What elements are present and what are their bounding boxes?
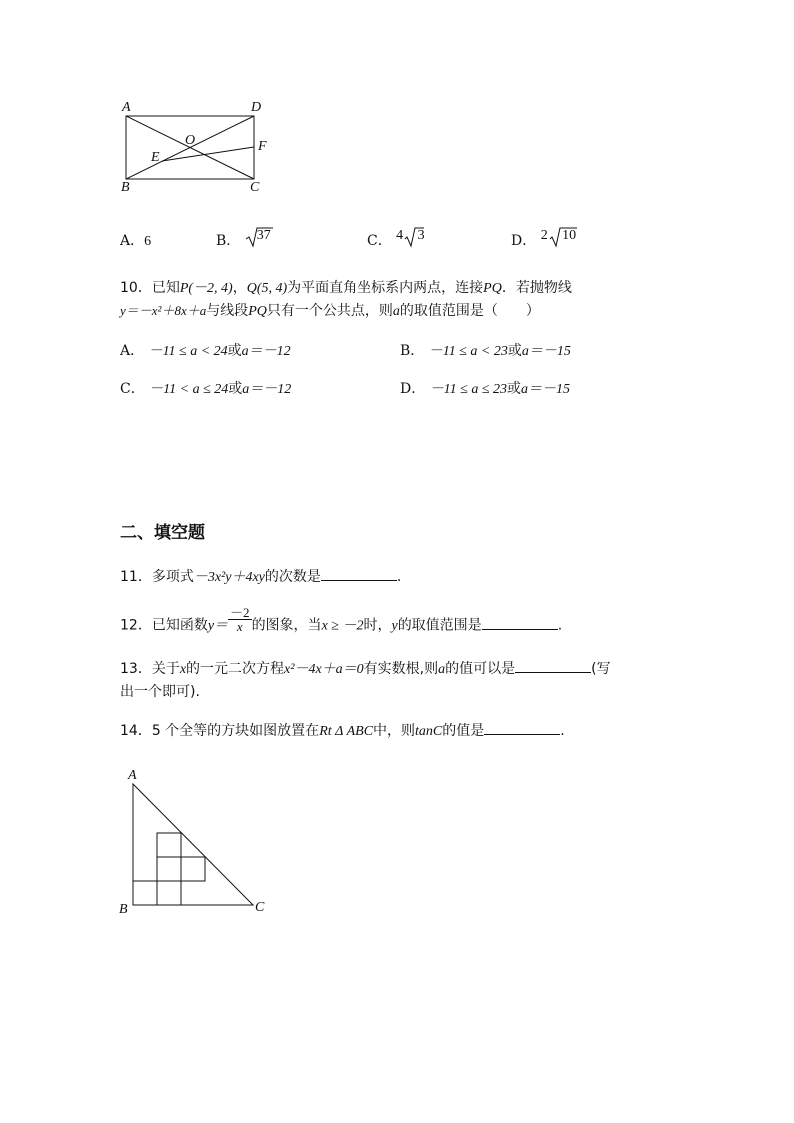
q9-option-b: B． 37 [216,228,271,249]
label-d: D [251,100,262,115]
q9-option-a: A．6 [120,233,152,249]
label-a: A [128,768,137,783]
triangle-figure [115,764,275,919]
label-c: C [250,180,260,195]
q10-line1: 10．已知P(－2, 4)，Q(5, 4)为平面直角坐标系内两点，连接PQ．若抛物线 [120,280,572,296]
sqrt-37: 37 [245,226,271,245]
radical-sign-icon [549,226,577,248]
fraction-neg2-over-x: $\frac{-2}{x}$ [230,605,250,634]
answer-blank [482,615,558,630]
q10-option-d: D． －11 ≤ a ≤ 23或a＝－15 [400,381,571,397]
q10-option-a: A． －11 ≤ a < 24或a＝－12 [120,343,291,359]
square-middle [157,857,181,881]
triangle-abc [133,784,253,905]
q10-option-b: B． －11 ≤ a < 23或a＝－15 [400,343,571,359]
label-o: O [185,133,196,148]
section-title: 二、填空题 [120,523,205,543]
four-sqrt-3: 4 3 [396,226,424,245]
q9-option-d: D． 2 10 [511,228,577,249]
label-b: B [121,180,130,195]
q10-line2: y＝－x²＋8x＋a与线段PQ只有一个公共点，则a的取值范围是（ ） [120,303,540,319]
rectangle-figure [115,96,275,196]
answer-blank [484,720,560,735]
five-squares [133,833,205,905]
two-sqrt-10: 2 10 [541,226,576,245]
label-e: E [151,150,160,165]
square-bottom-left [133,881,157,905]
q13-line2: 出一个即可). [120,684,200,700]
q9-option-c: C． 4 3 [367,228,425,249]
label-f: F [258,139,267,154]
label-b: B [119,902,128,917]
q10-option-c: C． －11 < a ≤ 24或a＝－12 [120,381,292,397]
square-top [157,833,181,857]
square-right [181,857,205,881]
radical-sign-icon [404,226,424,248]
label-a: A [122,100,131,115]
q14: 14．5 个全等的方块如图放置在Rt Δ ABC中，则tanC的值是 . [120,720,565,741]
q12: 12．已知函数y＝ $\frac{-2}{x}$ 的图象，当x ≥ －2时，y的取值范围是 . [120,605,563,634]
q11: 11．多项式－3x²y＋4xy的次数是 . [120,566,401,587]
answer-blank [321,566,397,581]
q13-line1: 13．关于x的一元二次方程x²－4x＋a＝0有实数根,则a的值可以是 (写 [120,658,611,679]
square-bottom-middle [157,881,181,905]
label-c: C [255,900,265,915]
answer-blank [515,658,591,673]
radical-sign-icon [245,226,273,248]
